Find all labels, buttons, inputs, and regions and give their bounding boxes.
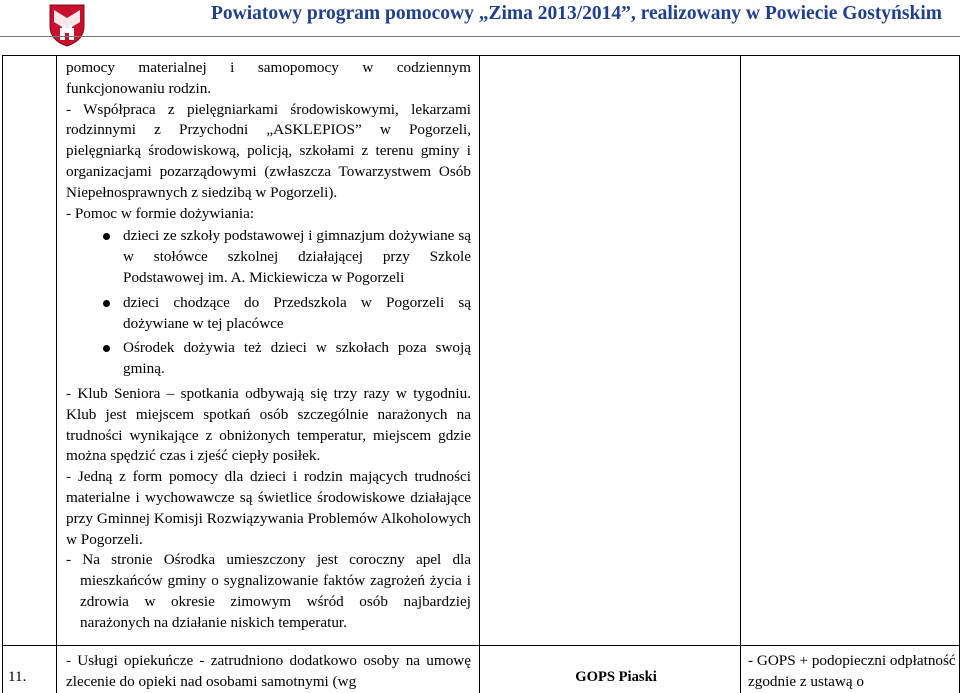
page-header	[0, 0, 960, 50]
row-2-funding: - GOPS + podopieczni odpłatność zgodnie z ustawą o	[748, 652, 956, 690]
feeding-list	[66, 226, 471, 380]
paragraph-senior-club: - Klub Seniora – spotkania odbywają się trzy razy w tygodniu. Klub jest miejscem spotkań osób szczególnie narażonych na trudności wynikające z obniżonych temperatur, miejscem gdzie można spędzić czas i zjeść ciepły posiłek.	[66, 384, 471, 465]
paragraph-intro: pomocy materialnej i samopomocy w codziennym funkcjonowaniu rodzin.	[66, 59, 471, 97]
bullet-icon	[103, 300, 110, 307]
row-2-description: - Usługi opiekuńcze - zatrudniono dodatkowo osoby na umowę zlecenie do opieki nad osobami samotnymi (wg	[66, 652, 471, 690]
list-item: dzieci chodzące do Przedszkola w Pogorzeli są dożywiane w tej placówce	[66, 293, 471, 335]
paragraph-community-centers: - Jedną z form pomocy dla dzieci i rodzin mających trudności materialne i wychowawcze są świetlice środowiskowe działające przy Gminnej Komisji Rozwiązywania Problemów Alkoholowych w Pogorzeli.	[66, 468, 471, 548]
bullet-icon	[103, 345, 110, 352]
bullet-icon	[103, 233, 110, 240]
page-title: Powiatowy program pomocowy „Zima 2013/2014”, realizowany w Powiecie Gostyńskim	[210, 3, 942, 24]
header-divider	[0, 36, 960, 37]
list-item: Ośrodek dożywia też dzieci w szkołach poza swoją gminą.	[66, 338, 471, 380]
row-1-description	[66, 58, 471, 634]
row-number: 11.	[8, 668, 27, 685]
paragraph-cooperation: - Współpraca z pielęgniarkami środowiskowymi, lekarzami rodzinnymi z Przychodni „ASKLEPIOS” w Pogorzeli, pielęgniarką środowiskową, policją, szkołami z terenu gminy i organizacjami pozarządowymi (zwłaszcza Towarzystwem Osób Niepełnosprawnych z siedzibą w Pogorzeli).	[66, 100, 471, 201]
paragraph-feeding-heading: - Pomoc w formie dożywiania:	[66, 204, 255, 222]
paragraph-appeal: - Na stronie Ośrodka umieszczony jest coroczny apel dla mieszkańców gminy o sygnalizowanie faktów zagrożeń życia i zdrowia w okresie zimowym wśród osób najbardziej narażonych na działanie niskich temperatur.	[66, 551, 471, 631]
list-item: dzieci ze szkoły podstawowej i gimnazjum dożywiane są w stołówce szkolnej działającej przy Szkole Podstawowej im. A. Mickiewicza w Pogorzeli	[66, 226, 471, 288]
row-2-institution: GOPS Piaski	[575, 669, 657, 685]
